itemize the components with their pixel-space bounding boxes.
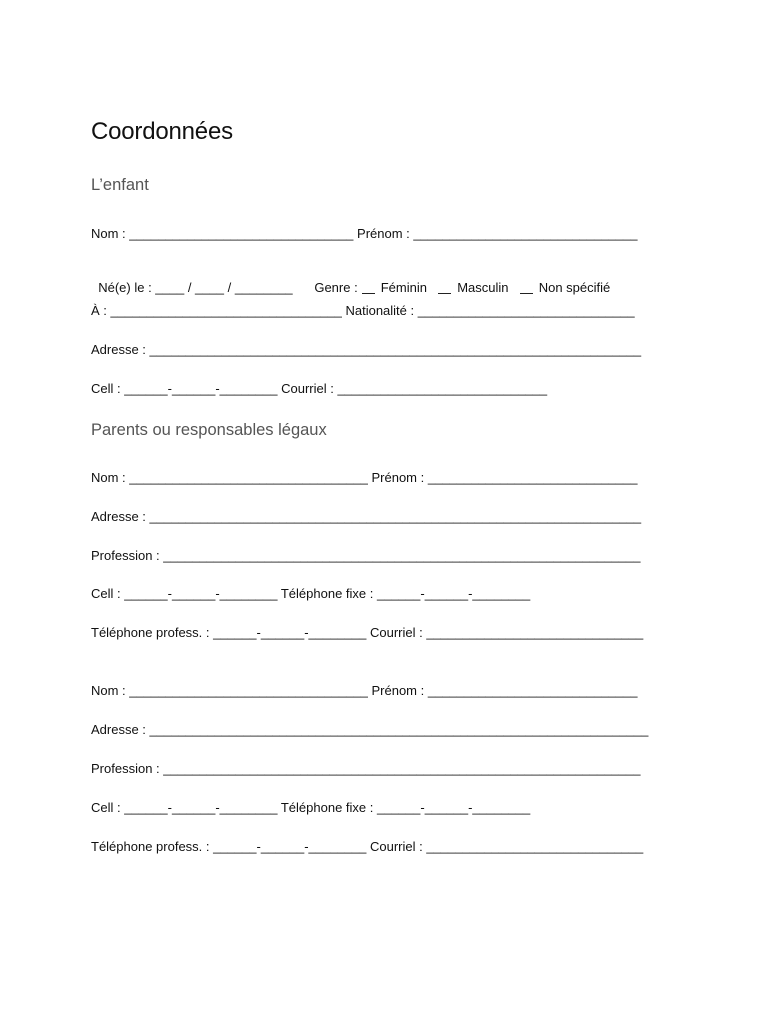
child-address-field[interactable]: Adresse : ____________________________________________________________________ [91,342,642,357]
radio-masculin[interactable] [438,281,451,294]
radio-feminin[interactable] [362,281,375,294]
gender-option-feminin: Féminin [380,280,427,295]
parent1-work-email-field[interactable]: Téléphone profess. : ______-______-________ Courriel : ______________________________ [91,625,644,640]
child-birthplace-nationality-field[interactable]: À : ________________________________ Nationalité : ______________________________ [91,303,635,318]
parent2-profession-field[interactable]: Profession : __________________________________________________________________ [91,761,641,776]
gender-label: Genre : [314,280,358,295]
gender-option-masculin: Masculin [457,280,509,295]
parent1-profession-field[interactable]: Profession : __________________________________________________________________ [91,548,641,563]
parent1-name-field[interactable]: Nom : _________________________________ Prénom : _____________________________ [91,470,638,485]
radio-non-specifie[interactable] [520,281,533,294]
child-name-field[interactable]: Nom : _______________________________ Prénom : _______________________________ [91,226,638,241]
parent1-phones-field[interactable]: Cell : ______-______-________ Téléphone fixe : ______-______-________ [91,586,531,601]
parent2-phones-field[interactable]: Cell : ______-______-________ Téléphone fixe : ______-______-________ [91,800,531,815]
child-contact-field[interactable]: Cell : ______-______-________ Courriel : _____________________________ [91,381,548,396]
section-child-heading: L’enfant [91,176,149,194]
page-title: Coordonnées [91,118,233,145]
child-birthdate-field[interactable]: Né(e) le : ____ / ____ / ________ [98,280,293,295]
parent2-address-field[interactable]: Adresse : _____________________________________________________________________ [91,722,649,737]
parent1-address-field[interactable]: Adresse : ____________________________________________________________________ [91,509,642,524]
gender-option-non-specifie: Non spécifié [538,280,611,295]
section-parents-heading: Parents ou responsables légaux [91,421,327,439]
parent2-name-field[interactable]: Nom : _________________________________ Prénom : _____________________________ [91,683,638,698]
child-birth-gender-row [91,264,610,296]
parent2-work-email-field[interactable]: Téléphone profess. : ______-______-________ Courriel : ______________________________ [91,839,644,854]
